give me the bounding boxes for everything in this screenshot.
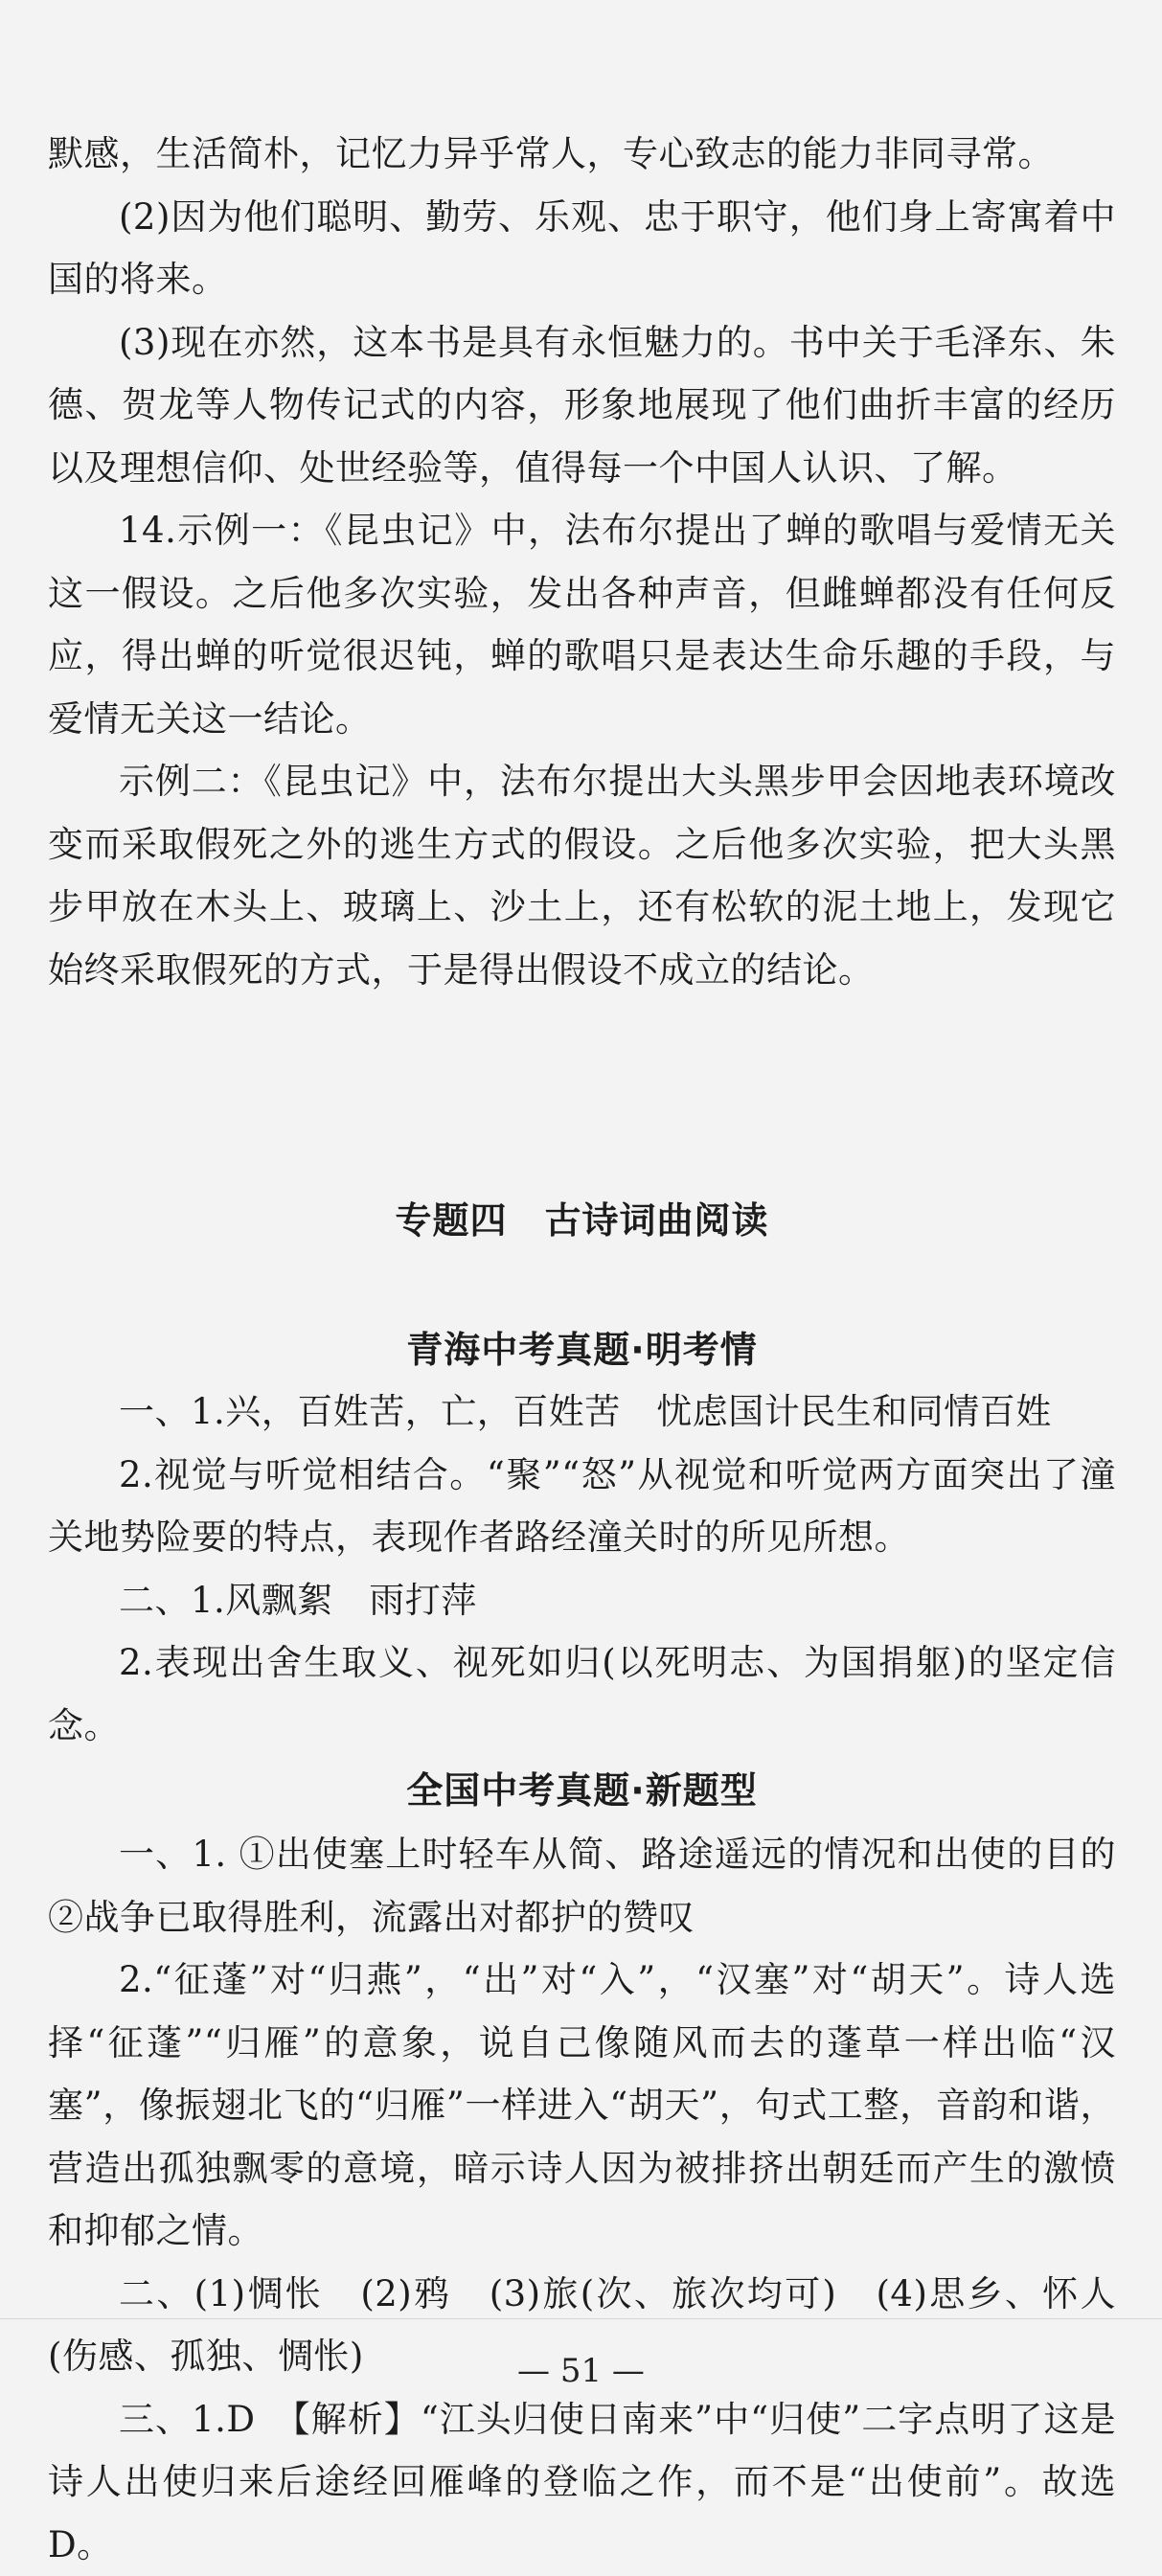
paragraph-answer-3: (3)现在亦然，这本书是具有永恒魅力的。书中关于毛泽东、朱德、贺龙等人物传记式的内容，形象地展现了他们曲折丰富的经历以及理想信仰、处世经验等，值得每一个中国人认识、了解。 xyxy=(48,311,1116,500)
paragraph-continuation: 默感，生活简朴，记忆力异乎常人，专心致志的能力非同寻常。 xyxy=(48,123,1116,186)
answer-block-national xyxy=(48,1823,1116,2576)
answer-line: 二、1.风飘絮 雨打萍 xyxy=(48,1569,1116,1632)
answer-line: 一、1. ①出使塞上时轻车从简、路途遥远的情况和出使的目的 ②战争已取得胜利，流露出对都护的赞叹 xyxy=(48,1823,1116,1949)
footer-divider xyxy=(0,2318,1162,2319)
answer-block-reading xyxy=(48,123,1116,1001)
answer-line: 2.视觉与听觉相结合。“聚”“怒”从视觉和听觉两方面突出了潼关地势险要的特点，表现作者路经潼关时的所见所想。 xyxy=(48,1444,1116,1569)
subsection-title-qinghai: 青海中考真题·明考情 xyxy=(48,1320,1116,1373)
paragraph-answer-14-example-1: 14.示例一：《昆虫记》中，法布尔提出了蝉的歌唱与爱情无关这一假设。之后他多次实验，发出各种声音，但雌蝉都没有任何反应，得出蝉的听觉很迟钝，蝉的歌唱只是表达生命乐趣的手段，与爱情无关这一结论。 xyxy=(48,499,1116,750)
paragraph-answer-2: (2)因为他们聪明、勤劳、乐观、忠于职守，他们身上寄寓着中国的将来。 xyxy=(48,186,1116,311)
answer-line: 二、(1)惆怅 (2)鸦 (3)旅(次、旅次均可) (4)思乡、怀人(伤感、孤独、惆怅) xyxy=(48,2263,1116,2388)
page-number: — 51 — xyxy=(0,2352,1162,2390)
subsection-title-national: 全国中考真题·新题型 xyxy=(48,1761,1116,1813)
section-title: 专题四 古诗词曲阅读 xyxy=(48,1191,1116,1243)
answer-line: 一、1.兴，百姓苦，亡，百姓苦 忧虑国计民生和同情百姓 xyxy=(48,1380,1116,1444)
answer-line: 2.表现出舍生取义、视死如归(以死明志、为国捐躯)的坚定信念。 xyxy=(48,1631,1116,1757)
answer-block-qinghai xyxy=(48,1380,1116,1757)
answer-line: 2.“征蓬”对“归燕”，“出”对“入”，“汉塞”对“胡天”。诗人选择“征蓬”“归雁”的意象，说自己像随风而去的蓬草一样出临“汉塞”，像振翅北飞的“归雁”一样进入“胡天”，句式工整，音韵和谐，营造出孤独飘零的意境，暗示诗人因为被排挤出朝廷而产生的激愤和抑郁之情。 xyxy=(48,1949,1116,2263)
paragraph-answer-14-example-2: 示例二：《昆虫记》中，法布尔提出大头黑步甲会因地表环境改变而采取假死之外的逃生方式的假设。之后他多次实验，把大头黑步甲放在木头上、玻璃上、沙土上，还有松软的泥土地上，发现它始终采取假死的方式，于是得出假设不成立的结论。 xyxy=(48,750,1116,1001)
answer-line: 三、1.D 【解析】“江头归使日南来”中“归使”二字点明了这是诗人出使归来后途经回雁峰的登临之作，而不是“出使前”。故选 D。 xyxy=(48,2388,1116,2576)
